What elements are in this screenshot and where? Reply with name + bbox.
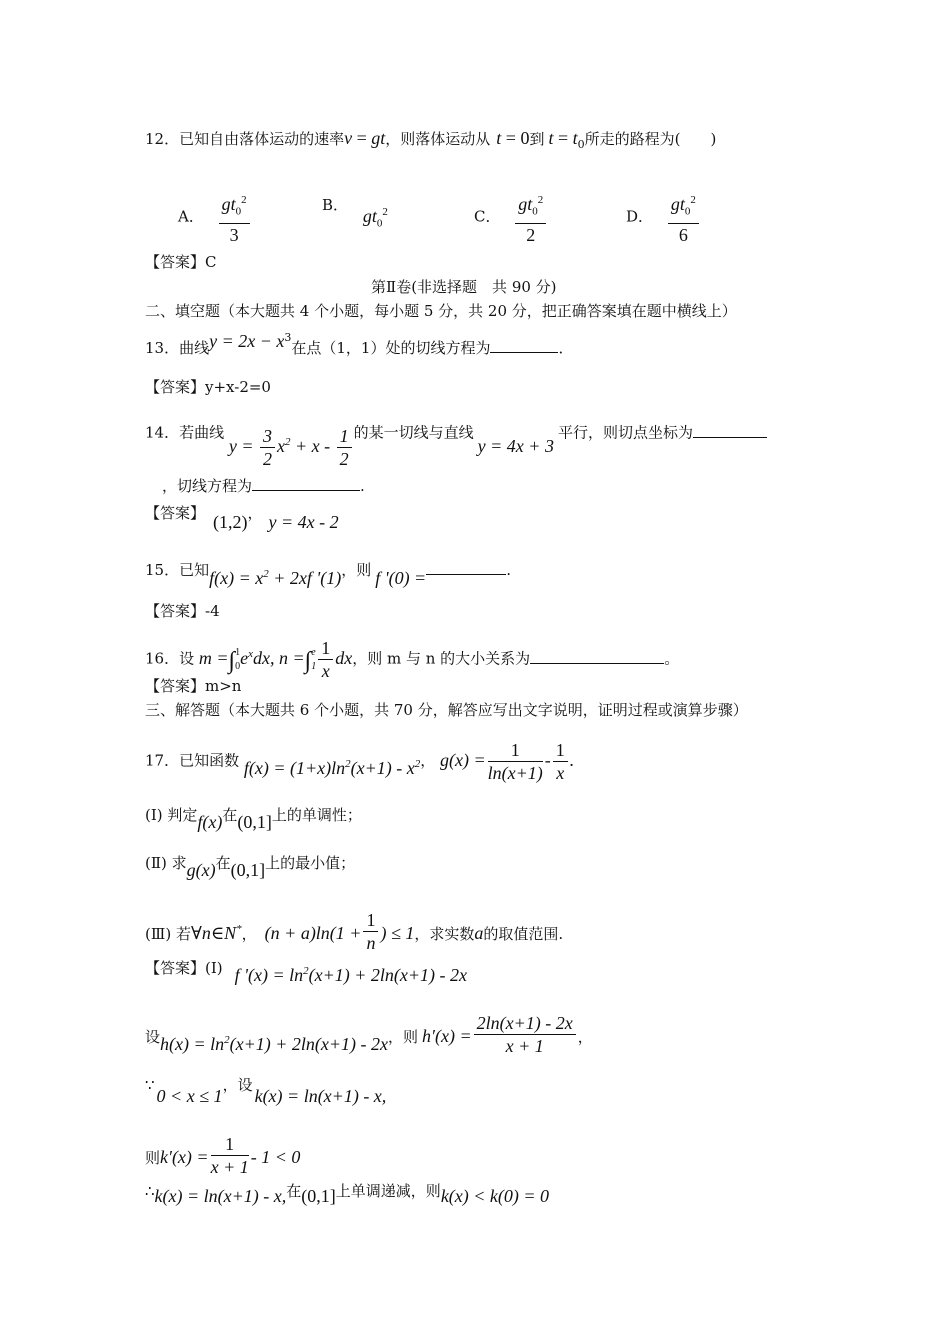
q13-text-b: 在点（1，1）处的切线方程为 bbox=[291, 339, 491, 357]
answer-text: 设 bbox=[145, 1028, 161, 1046]
q15-formula: $f(x) = x^2 + 2xf$ '(1) bbox=[209, 568, 342, 588]
answer-k: k(x) = ln(x+1) - x, bbox=[154, 1186, 287, 1206]
q13-sup: 3 bbox=[284, 331, 292, 344]
part-text-e: 的取值范围. bbox=[483, 925, 564, 943]
q17-answer-4 bbox=[145, 1134, 300, 1177]
part-text-c: 上的单调性； bbox=[271, 806, 362, 824]
q12-option-a: A． $\frac{gt_0^2}{3}$ bbox=[178, 190, 252, 245]
q16-answer bbox=[145, 676, 241, 696]
section2-title: 第Ⅱ卷(非选择题 共 90 分) bbox=[371, 278, 557, 296]
q14-blank-point[interactable] bbox=[693, 423, 767, 438]
because-symbol: ∵ bbox=[145, 1076, 155, 1094]
answer-tag: 【答案】 bbox=[145, 253, 206, 271]
answer-text: ，设 bbox=[222, 1076, 253, 1094]
q17-stem bbox=[145, 740, 574, 783]
answer-value-line: y = 4x - 2 bbox=[268, 512, 339, 532]
option-denominator: 2 bbox=[526, 224, 536, 245]
q17-text: 17．已知函数 bbox=[145, 751, 240, 770]
answer-kprime: k′(x) = $\frac{1}{x + 1}$ - 1 < 0 bbox=[160, 1134, 301, 1177]
answer-k: k(x) = ln(x+1) - x, bbox=[254, 1086, 387, 1106]
option-label: D． bbox=[626, 207, 654, 226]
answer-inequality: 0 < x ≤ 1 bbox=[156, 1086, 223, 1106]
q17-f-formula: $f(x) = (1+x)\ln^2(x+1) - x^2$ bbox=[243, 757, 421, 778]
q14-blank-line[interactable] bbox=[252, 476, 360, 491]
q12-sub: 0 bbox=[577, 138, 585, 151]
q15-text: 15．已知 bbox=[145, 561, 210, 579]
part-interval: (0,1] bbox=[230, 860, 266, 880]
q12-text-b: ，则落体运动从 bbox=[385, 130, 491, 148]
q14-tail: . bbox=[360, 477, 365, 495]
answer-tag: 【答案】 bbox=[145, 504, 206, 522]
q16-stem bbox=[145, 638, 679, 681]
q12-text-c: 到 bbox=[529, 130, 545, 148]
answer-part-label: (Ⅰ) bbox=[205, 959, 223, 977]
part-label: (Ⅰ) 判定 bbox=[145, 806, 198, 824]
q12-var-v: v bbox=[344, 128, 353, 148]
q13-blank[interactable] bbox=[490, 338, 558, 353]
q12-option-c: C． $\frac{gt_0^2}{2}$ bbox=[474, 190, 548, 245]
q12-var-t: t bbox=[496, 128, 502, 148]
q12-zero: 0 bbox=[520, 128, 530, 148]
part-label: (Ⅱ) 求 bbox=[145, 854, 187, 872]
part-text-d: ，求实数 bbox=[414, 925, 475, 943]
q12-var-gt: gt bbox=[371, 128, 386, 148]
q15-tail: . bbox=[506, 561, 511, 579]
answer-value: C bbox=[205, 253, 217, 271]
q12-option-b: B． $gt_0^2$ bbox=[322, 196, 388, 230]
answer-text: 在 bbox=[286, 1182, 302, 1200]
q12-option-d: D． $\frac{gt_0^2}{6}$ bbox=[626, 190, 701, 245]
q17-part2 bbox=[145, 852, 356, 880]
q13-text: 13．曲线 bbox=[145, 339, 210, 357]
q17-comma: ， bbox=[420, 751, 436, 770]
answer-hprime: h′(x) = $\frac{2\ln(x+1) - 2x}{x + 1}$ bbox=[422, 1026, 578, 1046]
q15-stem bbox=[145, 555, 511, 588]
answer-derivative: f '$(x) = \ln^2(x+1) + 2\ln(x+1) - 2x$ bbox=[234, 965, 468, 985]
q14-line: y = 4x + 3 bbox=[477, 435, 554, 456]
q17-part3 bbox=[145, 910, 563, 953]
q12-var-t0: t bbox=[548, 128, 554, 148]
q14-stem-2 bbox=[162, 476, 365, 496]
section3-description: 三、解答题（本大题共 6 个小题，共 70 分，解答应写出文字说明，证明过程或演算步骤） bbox=[145, 701, 748, 719]
answer-h: $h(x) = \ln^2(x+1) + 2\ln(x+1) - 2x$ bbox=[160, 1034, 389, 1054]
option-denominator: 6 bbox=[678, 224, 688, 245]
q17-answer-2 bbox=[145, 1013, 593, 1056]
q12-eq: = bbox=[352, 128, 372, 148]
part-function: f(x) bbox=[197, 812, 223, 832]
q12-answer bbox=[145, 252, 217, 272]
q13-stem bbox=[145, 331, 574, 358]
q17-answer-1 bbox=[145, 953, 468, 985]
q16-formula: m =∫ 1 0 $e^xdx$, n =∫ e 1 $\frac{1}{x}$ dx bbox=[198, 638, 353, 681]
q12-stem: 12．已知自由落体运动的速率v = gt，则落体运动从 t = 0到 $t = t_0$所走的路程为( ) bbox=[145, 128, 717, 151]
q16-text: 16．设 bbox=[145, 649, 195, 668]
option-label: A． bbox=[178, 207, 204, 226]
part-text: 在 bbox=[222, 806, 238, 824]
therefore-symbol: ∴ bbox=[145, 1182, 155, 1200]
answer-tag: 【答案】 bbox=[145, 677, 206, 695]
part-inequality: (n + a)ln(1 + $\frac{1}{n}$ ) ≤ 1 bbox=[264, 910, 415, 953]
answer-tag: 【答案】 bbox=[145, 959, 206, 977]
answer-conclusion: k(x) < k(0) = 0 bbox=[440, 1186, 550, 1206]
q17-answer-3 bbox=[145, 1074, 387, 1106]
answer-interval: (0,1] bbox=[301, 1186, 336, 1206]
q13-tail: ． bbox=[558, 339, 574, 357]
answer-value-point: (1,2) bbox=[213, 512, 248, 532]
q15-blank[interactable] bbox=[426, 560, 506, 575]
answer-value: y+x-2=0 bbox=[205, 378, 271, 396]
answer-text-b: ，则 bbox=[388, 1028, 419, 1046]
q14-text: 14．若曲线 bbox=[145, 423, 225, 442]
q17-part1 bbox=[145, 804, 362, 832]
q14-curve: y = $\frac{3}{2}$ $x^2 + x$ - $\frac{1}{2}$ bbox=[229, 436, 354, 456]
answer-comma: ， bbox=[577, 1028, 593, 1046]
answer-text: 则 bbox=[145, 1149, 161, 1167]
q15-text-b: ，则 bbox=[341, 561, 372, 579]
q13-formula: y = 2x − x bbox=[209, 331, 285, 351]
q13-answer bbox=[145, 377, 271, 397]
q14-text-b: 的某一切线与直线 bbox=[353, 423, 474, 442]
part-quantifier: ∀n∈N* bbox=[190, 923, 242, 943]
answer-text-c: 上单调递减，则 bbox=[335, 1182, 441, 1200]
q12-text: 12．已知自由落体运动的速率 bbox=[145, 130, 345, 148]
q14-comma: ， bbox=[247, 504, 263, 522]
answer-value: -4 bbox=[205, 602, 220, 620]
q14-text-d: ，切线方程为 bbox=[162, 477, 253, 495]
q16-tail: 。 bbox=[664, 649, 680, 668]
option-label: C． bbox=[474, 207, 501, 226]
option-label: B． bbox=[322, 196, 349, 214]
part-function: g(x) bbox=[186, 860, 216, 880]
part-comma: ， bbox=[241, 925, 257, 943]
section2-description: 二、填空题（本大题共 4 个小题，每小题 5 分，共 20 分，把正确答案填在题中横线上） bbox=[145, 302, 737, 320]
q17-answer-5 bbox=[145, 1180, 550, 1206]
answer-value: m>n bbox=[205, 677, 242, 695]
option-denominator: 3 bbox=[229, 224, 239, 245]
answer-tag: 【答案】 bbox=[145, 378, 206, 396]
q15-formula-2: f '(0) = bbox=[375, 568, 427, 588]
part-text: 在 bbox=[215, 854, 231, 872]
part-text-c: 上的最小值； bbox=[265, 854, 356, 872]
q16-blank[interactable] bbox=[530, 649, 664, 664]
part-label: (Ⅲ) 若 bbox=[145, 925, 191, 943]
part-var-a: a bbox=[474, 923, 484, 943]
q14-stem bbox=[145, 412, 767, 469]
q16-text-b: ，则 m 与 n 的大小关系为 bbox=[352, 649, 531, 668]
part-interval: (0,1] bbox=[237, 812, 272, 832]
answer-tag: 【答案】 bbox=[145, 602, 206, 620]
q17-g-formula: g(x) = $\frac{1}{\ln(x+1)}$ - $\frac{1}{x}$ . bbox=[440, 740, 575, 783]
q12-text-d: 所走的路程为( ) bbox=[584, 130, 717, 148]
q14-text-c: 平行，则切点坐标为 bbox=[557, 423, 693, 442]
q14-answer bbox=[145, 502, 339, 532]
q15-answer bbox=[145, 601, 220, 621]
